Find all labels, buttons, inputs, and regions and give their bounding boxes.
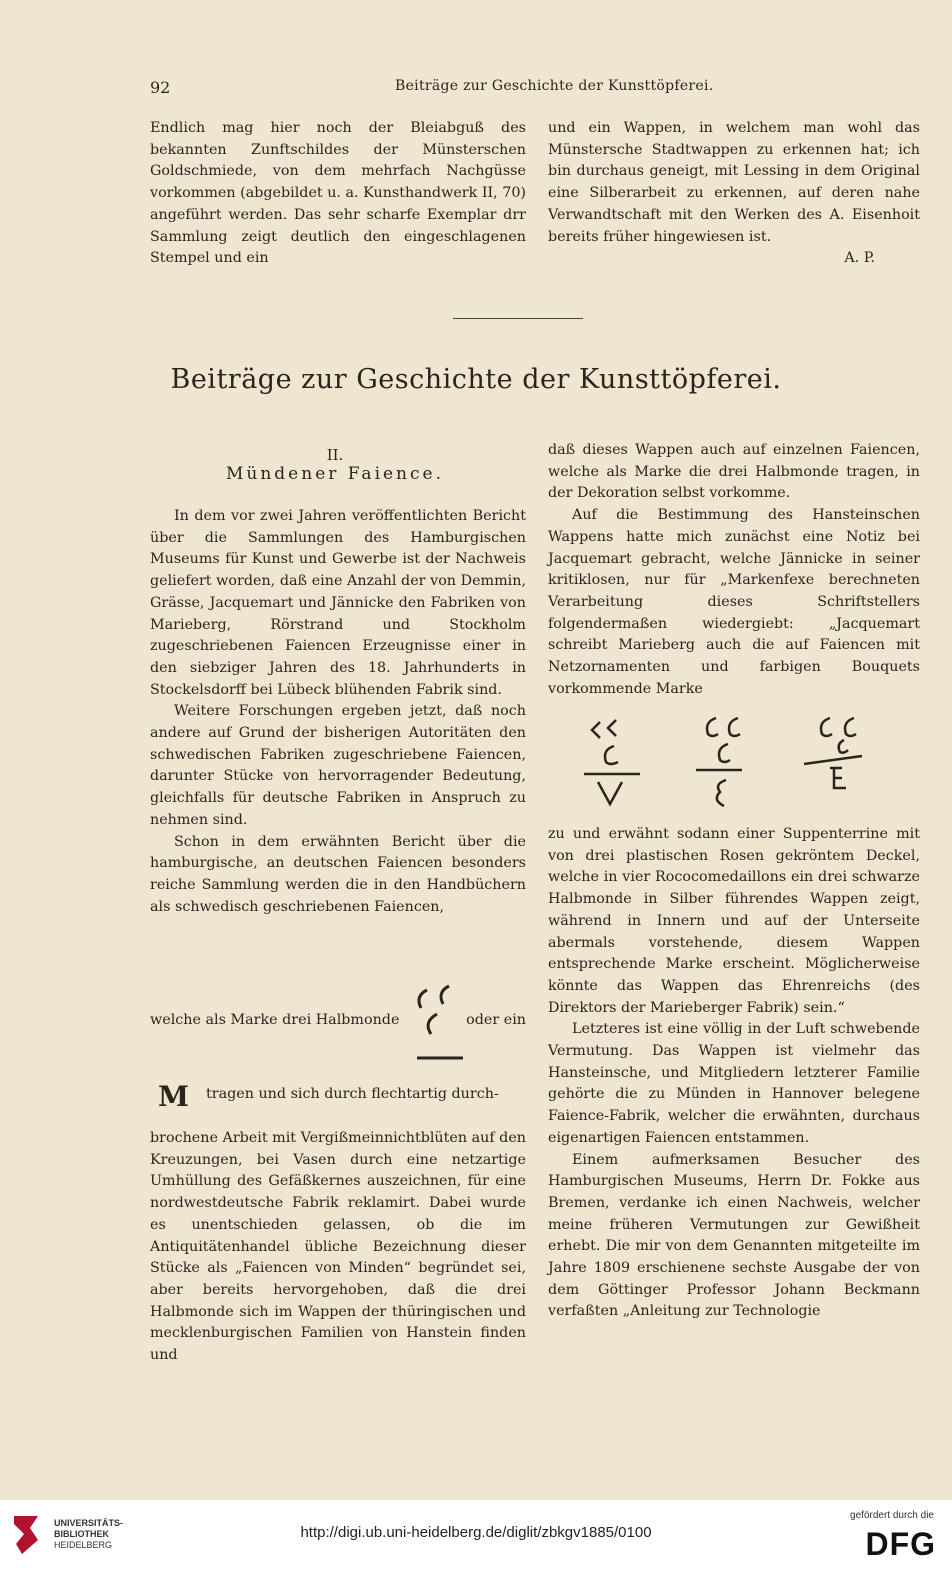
institution-line-3: HEIDELBERG [54, 1540, 113, 1550]
author-signature: A. P. [844, 250, 875, 267]
m-mark-text: tragen und sich durch flechtartig durch- [206, 1086, 499, 1102]
left-paragraph-2: Weitere Forschungen ergeben jetzt, daß noch andere auf Grund der bisherigen Autoritäten den schwedischen Fabriken zugeschriebene Faiencen, darunter Stücke von hervorragender Bedeutung, gleichfalls für deutsche Fabriken in Anspruch zu nehmen sind. [150, 703, 526, 828]
m-mark: M [158, 1080, 189, 1113]
mark-line-left: welche als Marke drei Halbmonde [150, 1012, 400, 1028]
marks-illustration [560, 712, 890, 822]
mark-figure-2 [690, 712, 760, 812]
m-mark-line [206, 1084, 526, 1106]
article-title: Beiträge zur Geschichte der Kunsttöpferei. [170, 364, 782, 395]
right-paragraph-5: Einem aufmerksamen Besucher des Hamburgischen Museums, Herrn Dr. Fokke aus Bremen, verdanke ich einen Nachweis, welcher meine früheren Vermutungen zur Gewißheit erhebt. Die mir von dem Genannten mitgeteilte im Jahre 1809 erschienene sechste Ausgabe der von dem Göttinger Professor Johann Beckmann verfaßten „Anleitung zur Technologie [548, 1151, 920, 1320]
running-title: Beiträge zur Geschichte der Kunsttöpferei. [395, 78, 714, 94]
top-left-column [150, 118, 526, 270]
right-column [548, 440, 920, 700]
page-number: 92 [150, 78, 171, 97]
mark-figure-1 [580, 712, 650, 812]
page-header [150, 78, 920, 102]
top-left-paragraph: Endlich mag hier noch der Bleiabguß des bekannten Zunftschildes der Münsterschen Goldschmiede, von dem mehrfach Nachgüsse vorkommen (abgebildet u. a. Kunsthandwerk II, 70) angeführt werden. Das sehr scharfe Exemplar drr Sammlung zeigt deutlich den eingeschlagenen Stempel und ein [150, 120, 526, 267]
section-number: II. [326, 446, 344, 464]
right-paragraph-1: daß dieses Wappen auch auf einzelnen Faiencen, welche als Marke die drei Halbmonde tragen, in der Dekoration selbst vorkomme. [548, 442, 920, 502]
footer-bar [0, 1500, 952, 1572]
top-right-column [548, 118, 920, 270]
right-paragraph-2: Auf die Bestimmung des Hansteinschen Wappens hatte mich zunächst eine Notiz bei Jacquemart gebracht, welche Jännicke in seiner kritiklosen, nur für „Markenfexe berechneten Verarbeitung dieses Schriftstellers folgendermaßen wiedergiebt: „Jacquemart schreibt Marieberg auch die auf Faiencen mit Netzornamenten und farbigen Bouquets vorkommende Marke [548, 507, 920, 697]
section-divider [453, 318, 583, 319]
dfg-logo: DFG [865, 1526, 936, 1562]
mark-line-right: oder ein [466, 1012, 526, 1028]
institution-line-2: BIBLIOTHEK [54, 1529, 109, 1539]
right-paragraph-4: Letzteres ist eine völlig in der Luft schwebende Vermutung. Das Wappen ist vielmehr das Hansteinsche, und Mitgliedern letzterer Familie gehörte die zu Münden in Hannover belegene Faience-Fabrik, welcher die erwähnten, durchaus eigenartigen Faiencen entstammen. [548, 1021, 920, 1146]
institution-line-1: UNIVERSITÄTS- [54, 1518, 124, 1528]
right-column-continued [548, 824, 920, 1323]
mark-figure-3 [800, 712, 880, 812]
left-column-continued [150, 1128, 526, 1367]
section-title: Mündener Faience. [226, 464, 444, 484]
left-paragraph-3: Schon in dem erwähnten Bericht über die hamburgische, an deutschen Faiencen besonders reiche Sammlung werden die in den Handbüchern als schwedisch geschriebenen Faiencen, [150, 833, 526, 915]
funded-by-label: gefördert durch die [850, 1510, 934, 1521]
crescent-mark-inline [405, 978, 475, 1068]
left-paragraph-4: brochene Arbeit mit Vergißmeinnichtblüten auf den Kreuzungen, bei Vasen durch eine netzartige Umhüllung des Gefäßkernes auszeichnen, für eine nordwestdeutsche Fabrik reklamirt. Dabei wurde es unentschieden gelassen, ob die im Antiquitätenhandel übliche Bezeichnung dieser Stücke als „Faiencen von Minden“ begründet sei, aber bereits hervorgehoben, daß die drei Halbmonde sich im Wappen der thüringischen und mecklenburgischen Familien von Hanstein finden und [150, 1130, 526, 1364]
left-column [150, 506, 526, 918]
top-right-paragraph: und ein Wappen, in welchem man wohl das Münstersche Stadtwappen zu erkennen hat; ich bin durchaus geneigt, mit Lessing in dem Original eine Silberarbeit zu erkennen, auf deren nahe Verwandtschaft mit den Werken des A. Eisenhoit bereits früher hingewiesen ist. [548, 120, 920, 245]
left-paragraph-1: In dem vor zwei Jahren veröffentlichten Bericht über die Sammlungen des Hamburgischen Museums für Kunst und Gewerbe ist der Nachweis geliefert worden, daß eine Anzahl der von Demmin, Grässe, Jacquemart und Jännicke den Fabriken von Marieberg, Rörstrand und Stockholm zugeschriebenen Faiencen Erzeugnisse einer in den siebziger Jahren des 18. Jahrhunderts in Stockelsdorff bei Lübeck blühenden Fabrik sind. [150, 508, 526, 698]
source-url-link[interactable]: http://digi.ub.uni-heidelberg.de/diglit/zbkgv1885/0100 [300, 1524, 652, 1541]
right-paragraph-3: zu und erwähnt sodann einer Suppenterrine mit von drei plastischen Rosen gekröntem Deckel, welche in vier Rococomedaillons ein drei schwarze Halbmonde in Silber führendes Wappen zeigt, während in Innern und auf der Unterseite abermals vorstehende, diesem Wappen entsprechende Marke erscheint. Möglicherweise könnte das Wappen das Ehrenreichs (des Direktors der Marieberger Fabrik) sein.“ [548, 826, 920, 1016]
